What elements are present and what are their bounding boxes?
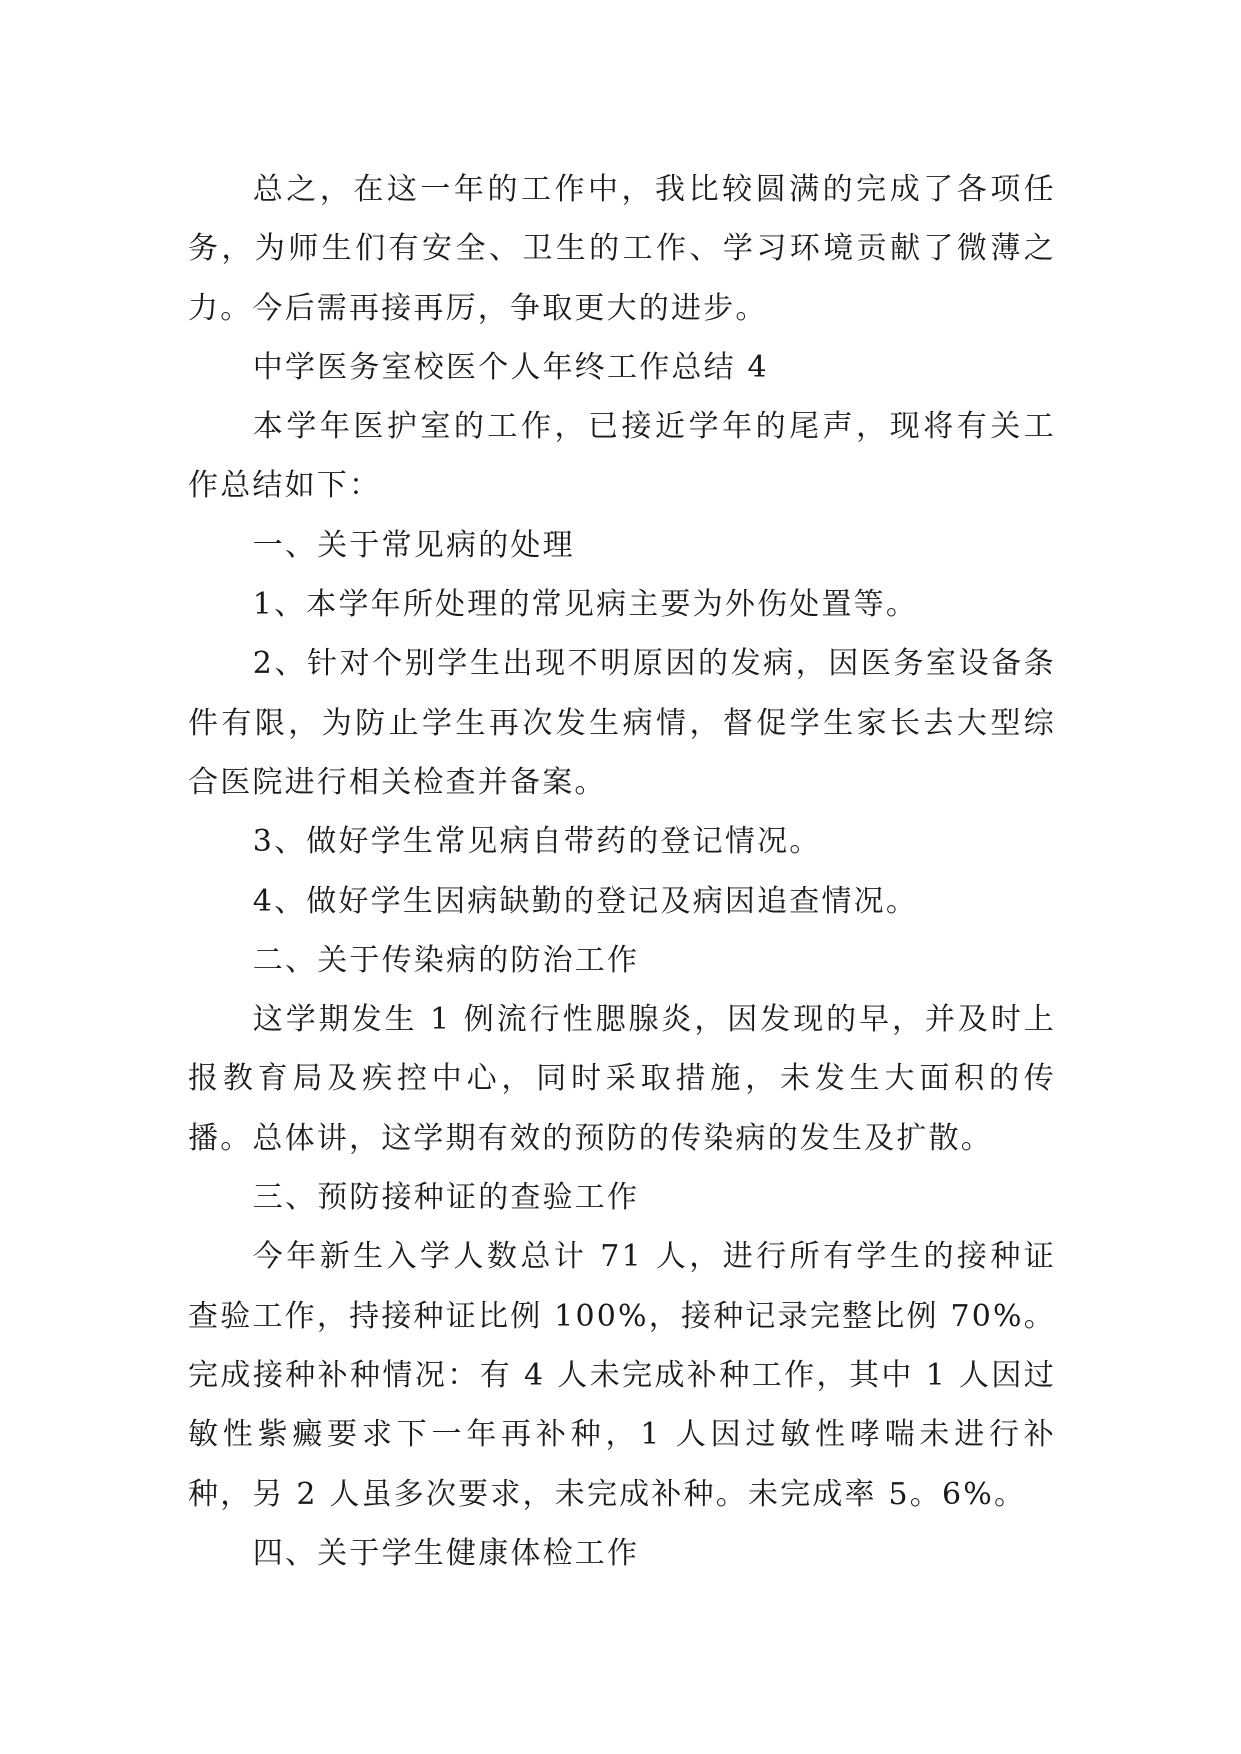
heading-infectious-disease: 二、关于传染病的防治工作 <box>252 942 640 978</box>
paragraph-vaccination-stats: 今年新生入学人数总计 71 人，进行所有学生的接种证查验工作，持接种证比例 100%，接种记录完整比例 70%。完成接种补种情况：有 4 人未完成补种工作，其中 1 人因过敏性紫癜要求下一年再补种，1 人因过敏性哮喘未进行补种，另 2 人虽多次要求，未完成补种。未完成率 5。6%。 <box>188 1239 1056 1512</box>
paragraph-mumps-case: 这学期发生 1 例流行性腮腺炎，因发现的早，并及时上报教育局及疾控中心，同时采取措施，未发生大面积的传播。总体讲，这学期有效的预防的传染病的发生及扩散。 <box>188 1002 1056 1156</box>
list-item-2: 2、针对个别学生出现不明原因的发病，因医务室设备条件有限，为防止学生再次发生病情，督促学生家长去大型综合医院进行相关检查并备案。 <box>188 646 1056 800</box>
heading-health-checkup: 四、关于学生健康体检工作 <box>252 1535 640 1571</box>
paragraph-summary-conclusion: 总之，在这一年的工作中，我比较圆满的完成了各项任务，为师生们有安全、卫生的工作、学习环境贡献了微薄之力。今后需再接再厉，争取更大的进步。 <box>188 172 1056 326</box>
heading-common-illness: 一、关于常见病的处理 <box>252 527 575 563</box>
document-body <box>188 160 1056 1583</box>
list-item-1: 1、本学年所处理的常见病主要为外伤处置等。 <box>252 587 919 623</box>
heading-vaccination-check: 三、预防接种证的查验工作 <box>252 1180 640 1216</box>
section-title-report-4: 中学医务室校医个人年终工作总结 4 <box>252 349 769 385</box>
list-item-4: 4、做好学生因病缺勤的登记及病因追查情况。 <box>252 883 919 919</box>
list-item-3: 3、做好学生常见病自带药的登记情况。 <box>252 824 822 860</box>
paragraph-intro: 本学年医护室的工作，已接近学年的尾声，现将有关工作总结如下： <box>188 409 1056 504</box>
